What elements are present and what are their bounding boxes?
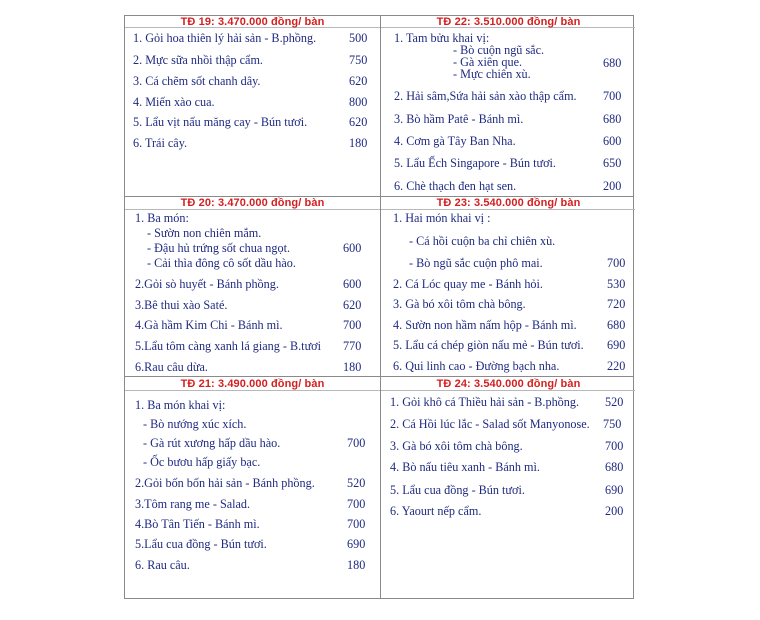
menu-item-price: 180 [343,360,362,374]
menu-item-price: 530 [607,277,626,291]
menu-item-price: 520 [347,476,366,490]
menu-item-price: 700 [347,517,366,531]
menu-item: 1. Tam bửu khai vị: [394,31,490,45]
menu-item: - Gà xiên que. [453,55,523,69]
menu-item: 5. Lẩu Ếch Singapore - Bún tươi. [394,156,556,170]
menu-item-price: 700 [343,318,362,332]
menu-item: 6. Qui linh cao - Đường bạch nha. [393,359,560,373]
menu-item: 4. Miến xào cua. [133,95,215,109]
menu-item: 5.Lẩu tôm càng xanh lá giang - B.tươi [135,339,322,353]
menu-title: TĐ 22: 3.510.000 đồng/ bàn [436,16,581,28]
menu-item: 5. Lẩu vịt nấu măng cay - Bún tươi. [133,115,308,129]
menu-item: 5.Lẩu cua đồng - Bún tươi. [135,537,267,551]
menu-item-price: 770 [343,339,362,353]
menu-item: 3. Gà bó xôi tôm chà bông. [393,297,526,311]
menu-item: 4. Bò nấu tiêu xanh - Bánh mì. [390,460,540,474]
menu-item: 6.Rau câu dừa. [135,360,208,374]
menu-item: 2. Cá Hồi lúc lắc - Salad sốt Manyonose. [390,417,590,431]
menu-item: 6. Chè thạch đen hạt sen. [394,179,517,193]
menu-item: 2. Hải sâm,Sứa hải sản xào thập cẩm. [394,89,577,103]
menu-title: TĐ 20: 3.470.000 đồng/ bàn [180,197,325,209]
menu-item-price: 600 [343,277,362,291]
menu-item-price: 700 [347,497,366,511]
menu-item-price: 690 [605,483,624,497]
menu-item-price: 650 [603,156,622,170]
menu-card-td19 [125,16,380,196]
menu-item-price: 690 [607,338,626,352]
menu-card-td22 [381,16,636,196]
menu-item-price: 700 [605,439,624,453]
menu-item: 1. Hai món khai vị : [393,211,491,225]
menu-item-price: 620 [349,74,368,88]
menu-item: - Mực chiên xù. [453,67,531,81]
menu-item: - Sườn non chiên mắm. [147,226,262,240]
menu-item: - Đậu hủ trứng sốt chua ngọt. [147,241,291,255]
menu-item-price: 620 [349,115,368,129]
menu-item-price: 220 [607,359,626,373]
menu-item: - Ốc bươu hấp giấy bạc. [143,455,261,469]
menu-item-price: 690 [347,537,366,551]
menu-item: 2. Cá Lóc quay me - Bánh hỏi. [393,277,543,291]
menu-item-price: 200 [605,504,624,518]
menu-item: 2.Gỏi sò huyết - Bánh phồng. [135,277,279,291]
menu-item: 4.Gà hầm Kim Chi - Bánh mì. [135,318,283,332]
menu-item-price: 520 [605,395,624,409]
menu-item-price: 750 [603,417,622,431]
menu-item: 3. Bò hầm Patê - Bánh mì. [394,112,524,126]
menu-title: TĐ 19: 3.470.000 đồng/ bàn [180,16,325,28]
menu-item-price: 180 [347,558,366,572]
menu-title: TĐ 24: 3.540.000 đồng/ bàn [436,378,581,390]
menu-item-price: 600 [343,241,362,255]
menu-item: 1. Ba món: [135,211,189,225]
menu-item: 4.Bò Tân Tiến - Bánh mì. [135,517,260,531]
menu-title: TĐ 21: 3.490.000 đồng/ bàn [180,378,325,390]
menu-item-price: 700 [603,89,622,103]
menu-item: - Cá hồi cuộn ba chỉ chiên xù. [409,234,556,248]
menu-item: 2. Mực sữa nhồi thập cẩm. [133,53,263,67]
menu-item-price: 500 [349,31,368,45]
menu-item: 1. Gỏi hoa thiên lý hải sản - B.phồng. [133,31,317,45]
menu-item: 1. Ba món khai vị: [135,398,226,412]
menu-item: 3. Cá chẽm sốt chanh dây. [133,74,261,88]
menu-item: 6. Trái cây. [133,136,188,150]
menu-item: 3.Tôm rang me - Salad. [135,497,251,511]
menu-item-price: 680 [603,56,622,70]
menu-item: 1. Gỏi khô cá Thiều hải sản - B.phồng. [390,395,579,409]
menu-card-td20 [125,197,380,377]
menu-item-price: 180 [349,136,368,150]
menu-item-price: 680 [603,112,622,126]
menu-item: 5. Lẩu cá chép giòn nấu mẻ - Bún tươi. [393,338,584,352]
menu-item: - Cải thìa đông cô sốt dầu hào. [147,256,296,270]
menu-item-price: 680 [605,460,624,474]
menu-item-price: 700 [607,256,626,270]
menu-item: 5. Lẩu cua đồng - Bún tươi. [390,483,525,497]
menu-card-td21 [125,377,380,599]
menu-item: 4. Cơm gà Tây Ban Nha. [394,134,516,148]
menu-item: - Bò cuộn ngũ sắc. [453,43,545,57]
menu-grid [124,15,634,599]
menu-item: - Bò ngũ sắc cuộn phô mai. [409,256,543,270]
menu-item-price: 720 [607,297,626,311]
menu-item: 3. Gà bó xôi tôm chà bông. [390,439,523,453]
menu-item-price: 680 [607,318,626,332]
menu-item-price: 700 [347,436,366,450]
menu-item: 6. Rau câu. [135,558,190,572]
menu-item: 6. Yaourt nếp cẩm. [390,504,482,518]
menu-item: 3.Bê thui xào Saté. [135,298,228,312]
menu-item-price: 750 [349,53,368,67]
menu-title: TĐ 23: 3.540.000 đồng/ bàn [436,197,581,209]
menu-item-price: 620 [343,298,362,312]
menu-item-price: 800 [349,95,368,109]
menu-card-td23 [381,197,636,377]
menu-card-td24 [381,377,636,599]
menu-item-price: 600 [603,134,622,148]
menu-item: - Bò nướng xúc xích. [143,417,247,431]
menu-item: - Gà rút xương hấp dầu hào. [143,436,281,450]
menu-item: 4. Sườn non hầm nấm hộp - Bánh mì. [393,318,577,332]
menu-item-price: 200 [603,179,622,193]
menu-item: 2.Gỏi bốn bốn hải sản - Bánh phồng. [135,476,315,490]
